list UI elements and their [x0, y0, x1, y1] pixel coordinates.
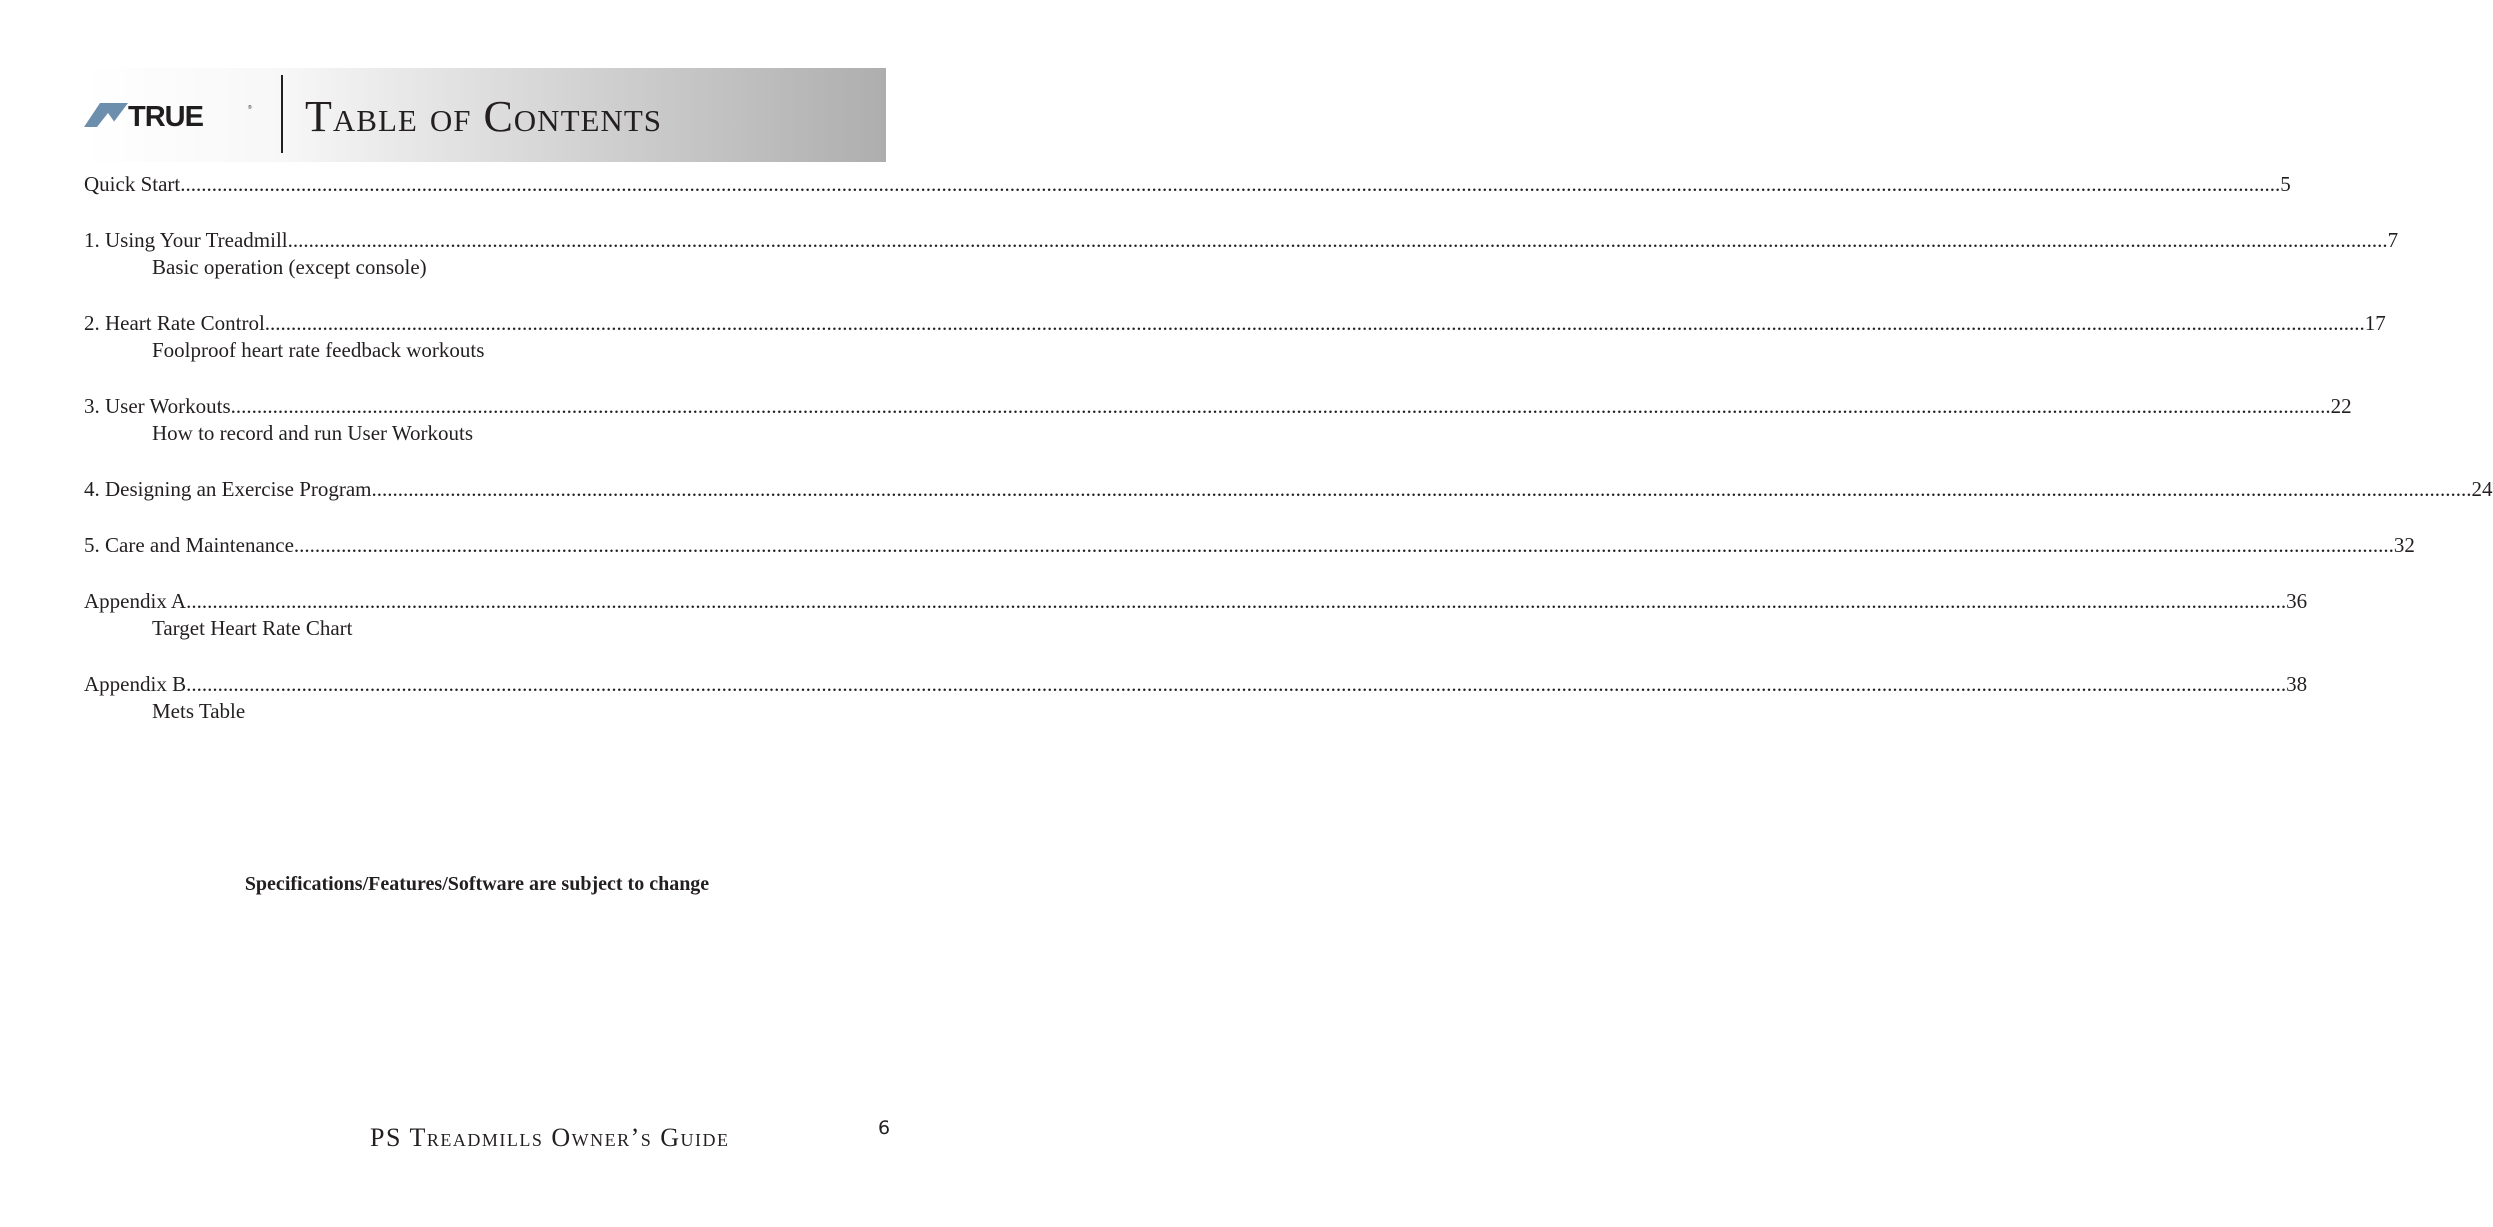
page-title: Table of Contents — [305, 92, 662, 141]
toc-page-number: 22 — [2330, 394, 2352, 418]
toc-dot-leader: ................................................................................................................................................................................................................................................................................................................................................................................................................ — [186, 672, 2287, 696]
logo-wordmark: TRUE — [128, 101, 203, 133]
toc-line — [84, 475, 2493, 503]
toc-dot-leader: ................................................................................................................................................................................................................................................................................................................................................................................................................ — [287, 228, 2388, 252]
toc-label: Appendix A — [84, 589, 187, 613]
toc-page-number: 32 — [2393, 533, 2415, 557]
toc-dot-leader: ................................................................................................................................................................................................................................................................................................................................................................................................................ — [180, 172, 2281, 196]
toc-subtitle: Target Heart Rate Chart — [152, 616, 353, 640]
toc-page-number: 7 — [2387, 228, 2399, 252]
toc-line — [84, 392, 2352, 420]
toc-entry — [84, 475, 2493, 503]
toc-entry — [84, 309, 2386, 364]
toc-label: Quick Start — [84, 172, 181, 196]
toc-dot-leader: ................................................................................................................................................................................................................................................................................................................................................................................................................ — [371, 477, 2472, 501]
toc-line — [84, 226, 2399, 254]
svg-text:®: ® — [248, 105, 252, 111]
toc-page-number: 38 — [2286, 672, 2308, 696]
toc-dot-leader: ................................................................................................................................................................................................................................................................................................................................................................................................................ — [186, 589, 2287, 613]
toc-line — [84, 587, 2308, 615]
toc-label: 4. Designing an Exercise Program — [84, 477, 372, 501]
footer-guide-title: PS Treadmills Owner’s Guide — [370, 1123, 730, 1152]
toc-label: 1. Using Your Treadmill — [84, 228, 288, 252]
table-of-contents — [84, 170, 2493, 753]
toc-label: 5. Care and Maintenance — [84, 533, 294, 557]
toc-page-number: 5 — [2280, 172, 2291, 196]
toc-entry — [84, 670, 2308, 725]
true-logo — [84, 101, 254, 133]
toc-subtitle: Mets Table — [152, 699, 246, 723]
toc-line — [84, 170, 2291, 198]
page-number: 6 — [878, 1117, 891, 1139]
toc-subtitle: Basic operation (except console) — [152, 255, 427, 279]
toc-entry — [84, 392, 2352, 447]
header-divider — [281, 75, 283, 153]
toc-line — [84, 531, 2415, 559]
toc-page-number: 24 — [2471, 477, 2493, 501]
toc-entry — [84, 170, 2291, 198]
toc-dot-leader: ................................................................................................................................................................................................................................................................................................................................................................................................................ — [230, 394, 2331, 418]
toc-label: 3. User Workouts — [84, 394, 231, 418]
toc-line — [84, 309, 2386, 337]
toc-line — [84, 670, 2308, 698]
toc-label: Appendix B — [84, 672, 187, 696]
toc-entry — [84, 531, 2415, 559]
toc-entry — [84, 226, 2399, 281]
toc-dot-leader: ................................................................................................................................................................................................................................................................................................................................................................................................................ — [293, 533, 2394, 557]
toc-page-number: 36 — [2286, 589, 2308, 613]
toc-page-number: 17 — [2364, 311, 2386, 335]
toc-dot-leader: ................................................................................................................................................................................................................................................................................................................................................................................................................ — [264, 311, 2365, 335]
true-logo-mark — [84, 101, 254, 133]
toc-entry — [84, 587, 2308, 642]
toc-label: 2. Heart Rate Control — [84, 311, 265, 335]
toc-subtitle: How to record and run User Workouts — [152, 421, 474, 445]
specifications-notice: Specifications/Features/Software are subject to change — [244, 873, 710, 895]
toc-subtitle: Foolproof heart rate feedback workouts — [152, 338, 485, 362]
